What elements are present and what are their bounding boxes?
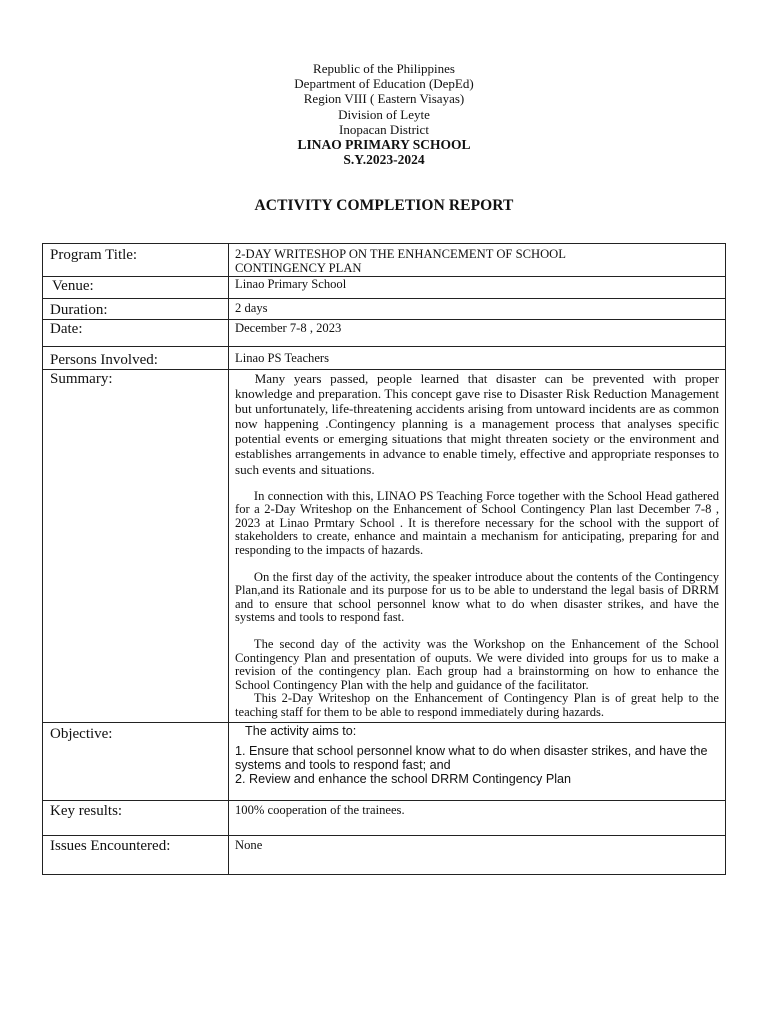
row-date	[43, 320, 726, 347]
value-persons-involved: Linao PS Teachers	[229, 347, 726, 370]
label-key-results: Key results:	[43, 801, 229, 836]
row-objective	[43, 723, 726, 801]
label-issues-encountered: Issues Encountered:	[43, 836, 229, 875]
header-school-name: LINAO PRIMARY SCHOOL	[297, 137, 471, 153]
row-duration	[43, 299, 726, 320]
label-summary: Summary:	[43, 370, 229, 723]
value-key-results: 100% cooperation of the trainees.	[229, 801, 726, 836]
summary-paragraph-5: This 2-Day Writeshop on the Enhancement of Contingency Plan is of great help to the teaching staff for them to be able to respond immediately during hazards.	[235, 691, 719, 719]
header-division: Division of Leyte	[338, 106, 430, 122]
value-objective	[229, 723, 726, 801]
label-objective: Objective:	[43, 723, 229, 801]
summary-paragraph-4: The second day of the activity was the Workshop on the Enhancement of the School Contingency Plan and presentation of ouputs. We were divided into groups for us to make a revision of the contingency plan. Each group had a brainstorming on how to enhance the School Contingency Plan with the help and guidance of the facilitator.	[235, 637, 719, 692]
value-duration: 2 days	[229, 299, 726, 320]
value-date: December 7-8 , 2023	[229, 320, 726, 347]
label-venue: Venue:	[43, 277, 229, 299]
objective-list	[235, 744, 719, 786]
document-header	[0, 61, 768, 167]
header-republic: Republic of the Philippines	[313, 61, 455, 76]
label-date: Date:	[43, 320, 229, 347]
row-program-title	[43, 244, 726, 277]
report-table	[42, 243, 726, 875]
value-venue: Linao Primary School	[229, 277, 726, 299]
summary-paragraph-2: In connection with this, LINAO PS Teaching Force together with the School Head gathered for a 2-Day Writeshop on the Enhancement of School Contingency Plan last December 7-8 , 2023 at Linao Prmtary School . It is therefore necessary for the school with the support of stakeholders to create, enhance and maintain a mechanism for anticipating, preparing for and responding to the impacts of hazards.	[235, 488, 719, 558]
label-duration: Duration:	[43, 299, 229, 320]
report-title: ACTIVITY COMPLETION REPORT	[254, 197, 514, 214]
row-summary	[43, 370, 726, 723]
header-region: Region VIII ( Eastern Visayas)	[303, 91, 465, 107]
header-district: Inopacan District	[339, 121, 429, 137]
label-persons-involved: Persons Involved:	[43, 347, 229, 370]
summary-paragraph-1: Many years passed, people learned that disaster can be prevented with proper knowledge and preparation. This concept gave rise to Disaster Risk Reduction Management but unfortunately, life-threatening accidents arising from untoward incidents are as common now happening .Contingency planning is a management process that analyses specific potential events or emerging situations that might threaten society or the environment and establishes arrangements in advance to enable timely, effective and appropriate responses to such events and situations.	[235, 371, 719, 477]
objective-item-2: 2. Review and enhance the school DRRM Contingency Plan	[235, 772, 572, 786]
header-department: Department of Education (DepEd)	[294, 76, 474, 92]
row-persons-involved	[43, 347, 726, 370]
objective-intro: The activity aims to:	[245, 724, 357, 738]
row-issues-encountered	[43, 836, 726, 875]
header-school-year: S.Y.2023-2024	[343, 152, 425, 168]
value-summary	[229, 370, 726, 723]
summary-paragraph-3: On the first day of the activity, the speaker introduce about the contents of the Contingency Plan,and its Rationale and its purpose for us to be able to understand the legal basis of DRRM and to ensure that school personnel know what to do when disaster strikes, and have the systems and tools to respond fast.	[235, 569, 719, 625]
value-program-title: 2-DAY WRITESHOP ON THE ENHANCEMENT OF SCHOOL CONTINGENCY PLAN	[229, 244, 726, 277]
objective-item-1: 1. Ensure that school personnel know what to do when disaster strikes, and have the systems and tools to respond fast; and	[235, 744, 708, 772]
value-issues-encountered: None	[229, 836, 726, 875]
row-key-results	[43, 801, 726, 836]
label-program-title: Program Title:	[43, 244, 229, 277]
row-venue	[43, 277, 726, 299]
